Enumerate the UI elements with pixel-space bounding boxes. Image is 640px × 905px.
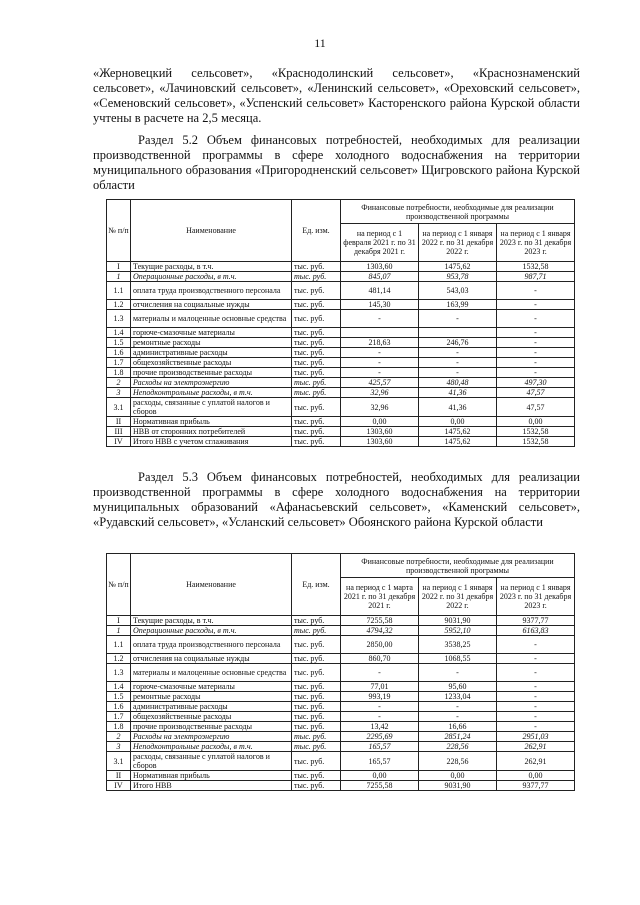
cell-unit: тыс. руб. [292, 262, 341, 272]
table-row [107, 654, 575, 664]
cell-value-2023: 1532,58 [497, 262, 575, 272]
cell-num: 1.5 [107, 692, 131, 702]
cell-value-2022: - [419, 702, 497, 712]
cell-value-2022 [419, 328, 497, 338]
cell-num: 3 [107, 388, 131, 398]
cell-unit: тыс. руб. [292, 722, 341, 732]
cell-name: Нормативная прибыль [131, 771, 292, 781]
section-5-3-table [106, 553, 575, 791]
table-row [107, 732, 575, 742]
header-name: Наименование [131, 554, 292, 616]
table-row [107, 742, 575, 752]
cell-value-2021: 165,57 [341, 752, 419, 771]
header-unit: Ед. изм. [292, 200, 341, 262]
cell-value-2023: 497,30 [497, 378, 575, 388]
cell-num: 1.3 [107, 664, 131, 682]
cell-num: IV [107, 437, 131, 447]
cell-num: III [107, 427, 131, 437]
table-row [107, 368, 575, 378]
cell-num: 1 [107, 626, 131, 636]
cell-name: материалы и малоценные основные средства [131, 664, 292, 682]
cell-value-2022: - [419, 348, 497, 358]
cell-value-2021: 425,57 [341, 378, 419, 388]
cell-unit: тыс. руб. [292, 338, 341, 348]
cell-unit: тыс. руб. [292, 368, 341, 378]
cell-unit: тыс. руб. [292, 417, 341, 427]
cell-name: Неподконтрольные расходы, в т.ч. [131, 742, 292, 752]
cell-unit: тыс. руб. [292, 664, 341, 682]
cell-value-2023: 1532,58 [497, 427, 575, 437]
cell-value-2023: - [497, 636, 575, 654]
cell-value-2021: 481,14 [341, 282, 419, 300]
cell-name: расходы, связанные с уплатой налогов и сборов [131, 752, 292, 771]
cell-value-2021: 77,01 [341, 682, 419, 692]
cell-value-2022: 953,78 [419, 272, 497, 282]
cell-name: общехозяйственные расходы [131, 712, 292, 722]
table-row [107, 702, 575, 712]
page-number: 11 [314, 36, 326, 50]
cell-name: Операционные расходы, в т.ч. [131, 626, 292, 636]
cell-value-2021 [341, 328, 419, 338]
cell-name: оплата труда производственного персонала [131, 282, 292, 300]
cell-value-2021: 1303,60 [341, 427, 419, 437]
cell-value-2021: - [341, 310, 419, 328]
cell-num: 1 [107, 272, 131, 282]
cell-unit: тыс. руб. [292, 702, 341, 712]
cell-value-2022: 9031,90 [419, 781, 497, 791]
cell-value-2022: 3538,25 [419, 636, 497, 654]
cell-unit: тыс. руб. [292, 388, 341, 398]
table-row [107, 427, 575, 437]
cell-value-2022: 1068,55 [419, 654, 497, 664]
cell-value-2023: - [497, 368, 575, 378]
header-name: Наименование [131, 200, 292, 262]
cell-unit: тыс. руб. [292, 626, 341, 636]
cell-value-2023: - [497, 692, 575, 702]
table-row [107, 712, 575, 722]
cell-value-2023: - [497, 310, 575, 328]
cell-value-2023: - [497, 282, 575, 300]
table-row [107, 682, 575, 692]
header-period-2021: на период с 1 марта 2021 г. по 31 декабря 2021 г. [341, 578, 419, 616]
header-num: № п/п [107, 554, 131, 616]
cell-value-2022: - [419, 358, 497, 368]
header-period-2023: на период с 1 января 2023 г. по 31 декабря 2023 г. [497, 224, 575, 262]
cell-value-2022: 246,76 [419, 338, 497, 348]
cell-num: 2 [107, 378, 131, 388]
cell-name: Расходы на электроэнергию [131, 378, 292, 388]
cell-value-2022: - [419, 664, 497, 682]
cell-value-2023: 47,57 [497, 398, 575, 417]
table-row [107, 338, 575, 348]
cell-name: Текущие расходы, в т.ч. [131, 262, 292, 272]
cell-num: 1.4 [107, 682, 131, 692]
cell-num: 1.8 [107, 722, 131, 732]
cell-unit: тыс. руб. [292, 427, 341, 437]
table-row [107, 388, 575, 398]
cell-num: IV [107, 781, 131, 791]
cell-value-2023: - [497, 300, 575, 310]
header-period-2022: на период с 1 января 2022 г. по 31 декабря 2022 г. [419, 578, 497, 616]
cell-num: 1.7 [107, 712, 131, 722]
cell-value-2022: 41,36 [419, 398, 497, 417]
cell-value-2021: 1303,60 [341, 437, 419, 447]
cell-num: 1.6 [107, 348, 131, 358]
table-row [107, 722, 575, 732]
cell-num: 1.4 [107, 328, 131, 338]
cell-value-2022: 9031,90 [419, 616, 497, 626]
cell-value-2021: - [341, 712, 419, 722]
cell-name: прочие производственные расходы [131, 368, 292, 378]
cell-value-2021: 845,07 [341, 272, 419, 282]
cell-name: отчисления на социальные нужды [131, 300, 292, 310]
cell-value-2022: 228,56 [419, 742, 497, 752]
table-row [107, 626, 575, 636]
cell-value-2022: 5952,10 [419, 626, 497, 636]
cell-num: I [107, 262, 131, 272]
cell-num: 1.1 [107, 282, 131, 300]
header-period-2021: на период с 1 февраля 2021 г. по 31 декабря 2021 г. [341, 224, 419, 262]
cell-name: горюче-смазочные материалы [131, 682, 292, 692]
cell-num: II [107, 417, 131, 427]
table-row [107, 262, 575, 272]
header-period-2023: на период с 1 января 2023 г. по 31 декабря 2023 г. [497, 578, 575, 616]
cell-num: I [107, 616, 131, 626]
cell-value-2022: - [419, 712, 497, 722]
cell-value-2021: 13,42 [341, 722, 419, 732]
cell-value-2021: 7255,58 [341, 781, 419, 791]
cell-num: 1.8 [107, 368, 131, 378]
table-row [107, 636, 575, 654]
cell-name: общехозяйственные расходы [131, 358, 292, 368]
cell-name: Итого НВВ [131, 781, 292, 791]
cell-num: 1.7 [107, 358, 131, 368]
table-row [107, 310, 575, 328]
cell-num: 3 [107, 742, 131, 752]
cell-unit: тыс. руб. [292, 300, 341, 310]
cell-num: 1.2 [107, 300, 131, 310]
table-row [107, 328, 575, 338]
cell-value-2023: - [497, 722, 575, 732]
cell-unit: тыс. руб. [292, 310, 341, 328]
cell-value-2023: 1532,58 [497, 437, 575, 447]
cell-name: ремонтные расходы [131, 338, 292, 348]
cell-num: 1.2 [107, 654, 131, 664]
cell-value-2023: - [497, 702, 575, 712]
cell-value-2022: 163,99 [419, 300, 497, 310]
cell-value-2022: 543,03 [419, 282, 497, 300]
cell-value-2023: - [497, 712, 575, 722]
header-num: № п/п [107, 200, 131, 262]
cell-value-2023: 9377,77 [497, 781, 575, 791]
cell-value-2021: 7255,58 [341, 616, 419, 626]
table-row [107, 358, 575, 368]
cell-value-2022: 95,60 [419, 682, 497, 692]
cell-num: 1.5 [107, 338, 131, 348]
table-row [107, 300, 575, 310]
cell-value-2023: 0,00 [497, 417, 575, 427]
header-unit: Ед. изм. [292, 554, 341, 616]
cell-num: 1.3 [107, 310, 131, 328]
cell-name: Текущие расходы, в т.ч. [131, 616, 292, 626]
cell-value-2023: - [497, 358, 575, 368]
table-row [107, 282, 575, 300]
cell-value-2021: - [341, 368, 419, 378]
cell-value-2021: 0,00 [341, 417, 419, 427]
cell-value-2023: 9377,77 [497, 616, 575, 626]
cell-name: ремонтные расходы [131, 692, 292, 702]
cell-value-2023: 262,91 [497, 752, 575, 771]
cell-value-2023: - [497, 348, 575, 358]
cell-value-2023: 262,91 [497, 742, 575, 752]
table-row [107, 378, 575, 388]
cell-value-2021: 2295,69 [341, 732, 419, 742]
cell-unit: тыс. руб. [292, 742, 341, 752]
cell-name: отчисления на социальные нужды [131, 654, 292, 664]
section-5-3-heading: Раздел 5.3 Объем финансовых потребностей, необходимых для реализации производственной программы в сфере холодного водоснабжения на территории муниципальных образований «Афанасьевский сельсовет», «Каменский сельсовет», «Рудавский сельсовет», «Усланский сельсовет» Обоянского района Курской области [93, 470, 580, 529]
cell-name: Итого НВВ с учетом сглаживания [131, 437, 292, 447]
cell-unit: тыс. руб. [292, 358, 341, 368]
cell-value-2022: 0,00 [419, 417, 497, 427]
cell-name: Расходы на электроэнергию [131, 732, 292, 742]
cell-value-2021: 4794,32 [341, 626, 419, 636]
cell-name: прочие производственные расходы [131, 722, 292, 732]
cell-name: Нормативная прибыль [131, 417, 292, 427]
cell-value-2022: 228,56 [419, 752, 497, 771]
table-row [107, 437, 575, 447]
cell-name: расходы, связанные с уплатой налогов и сборов [131, 398, 292, 417]
cell-unit: тыс. руб. [292, 272, 341, 282]
cell-value-2022: 41,36 [419, 388, 497, 398]
cell-value-2023: - [497, 682, 575, 692]
cell-value-2021: - [341, 664, 419, 682]
cell-value-2021: - [341, 358, 419, 368]
cell-unit: тыс. руб. [292, 752, 341, 771]
cell-value-2023: 2951,03 [497, 732, 575, 742]
cell-value-2022: 16,66 [419, 722, 497, 732]
cell-value-2022: 1475,62 [419, 437, 497, 447]
cell-num: 2 [107, 732, 131, 742]
cell-num: 3.1 [107, 398, 131, 417]
cell-value-2022: 2851,24 [419, 732, 497, 742]
cell-name: Операционные расходы, в т.ч. [131, 272, 292, 282]
cell-value-2023: 47,57 [497, 388, 575, 398]
intro-paragraph: «Жерновецкий сельсовет», «Краснодолинский сельсовет», «Краснознаменский сельсовет», «Лачиновский сельсовет», «Ленинский сельсовет», «Ореховский сельсовет», «Семеновский сельсовет», «Успенский сельсовет» Касторенского района Курской области учтены в расчете на 2,5 месяца. [93, 66, 580, 125]
cell-value-2022: 0,00 [419, 771, 497, 781]
header-period-2022: на период с 1 января 2022 г. по 31 декабря 2022 г. [419, 224, 497, 262]
cell-value-2021: 860,70 [341, 654, 419, 664]
cell-unit: тыс. руб. [292, 712, 341, 722]
cell-value-2023: - [497, 338, 575, 348]
table-row [107, 616, 575, 626]
cell-value-2021: 145,30 [341, 300, 419, 310]
cell-unit: тыс. руб. [292, 616, 341, 626]
cell-num: II [107, 771, 131, 781]
cell-name: НВВ от сторонних потребителей [131, 427, 292, 437]
cell-value-2021: 165,57 [341, 742, 419, 752]
table-row [107, 348, 575, 358]
cell-value-2022: 480,48 [419, 378, 497, 388]
table-row [107, 272, 575, 282]
cell-unit: тыс. руб. [292, 682, 341, 692]
cell-value-2022: 1475,62 [419, 262, 497, 272]
cell-num: 1.6 [107, 702, 131, 712]
cell-name: административные расходы [131, 348, 292, 358]
table-row [107, 664, 575, 682]
header-financial-needs: Финансовые потребности, необходимые для реализации производственной программы [341, 200, 575, 224]
cell-value-2021: 2850,00 [341, 636, 419, 654]
table-row [107, 771, 575, 781]
cell-name: оплата труда производственного персонала [131, 636, 292, 654]
cell-value-2021: 218,63 [341, 338, 419, 348]
table-row [107, 398, 575, 417]
cell-name: Неподконтрольные расходы, в т.ч. [131, 388, 292, 398]
cell-value-2021: 1303,60 [341, 262, 419, 272]
cell-value-2021: - [341, 348, 419, 358]
table-row [107, 692, 575, 702]
table-row [107, 781, 575, 791]
cell-value-2023: 0,00 [497, 771, 575, 781]
cell-unit: тыс. руб. [292, 654, 341, 664]
cell-unit: тыс. руб. [292, 328, 341, 338]
cell-name: административные расходы [131, 702, 292, 712]
cell-value-2022: 1233,04 [419, 692, 497, 702]
section-5-2-table [106, 199, 575, 447]
cell-value-2023: 6163,83 [497, 626, 575, 636]
header-financial-needs: Финансовые потребности, необходимые для реализации производственной программы [341, 554, 575, 578]
cell-value-2021: 32,96 [341, 398, 419, 417]
cell-num: 3.1 [107, 752, 131, 771]
cell-value-2023: 987,71 [497, 272, 575, 282]
cell-unit: тыс. руб. [292, 636, 341, 654]
cell-value-2023: - [497, 664, 575, 682]
cell-value-2021: 32,96 [341, 388, 419, 398]
cell-value-2022: - [419, 310, 497, 328]
cell-value-2021: 0,00 [341, 771, 419, 781]
cell-unit: тыс. руб. [292, 771, 341, 781]
cell-unit: тыс. руб. [292, 692, 341, 702]
table-row [107, 752, 575, 771]
cell-value-2022: - [419, 368, 497, 378]
cell-name: горюче-смазочные материалы [131, 328, 292, 338]
cell-value-2022: 1475,62 [419, 427, 497, 437]
cell-unit: тыс. руб. [292, 282, 341, 300]
cell-value-2023: - [497, 654, 575, 664]
table-row [107, 417, 575, 427]
cell-unit: тыс. руб. [292, 732, 341, 742]
cell-name: материалы и малоценные основные средства [131, 310, 292, 328]
cell-unit: тыс. руб. [292, 378, 341, 388]
cell-num: 1.1 [107, 636, 131, 654]
cell-value-2023: - [497, 328, 575, 338]
cell-unit: тыс. руб. [292, 781, 341, 791]
section-5-2-heading: Раздел 5.2 Объем финансовых потребностей, необходимых для реализации производственной программы в сфере холодного водоснабжения на территории муниципального образования «Пригородненский сельсовет» Щигровского района Курской области [93, 133, 580, 192]
cell-value-2021: 993,19 [341, 692, 419, 702]
cell-unit: тыс. руб. [292, 398, 341, 417]
cell-unit: тыс. руб. [292, 348, 341, 358]
cell-value-2021: - [341, 702, 419, 712]
cell-unit: тыс. руб. [292, 437, 341, 447]
